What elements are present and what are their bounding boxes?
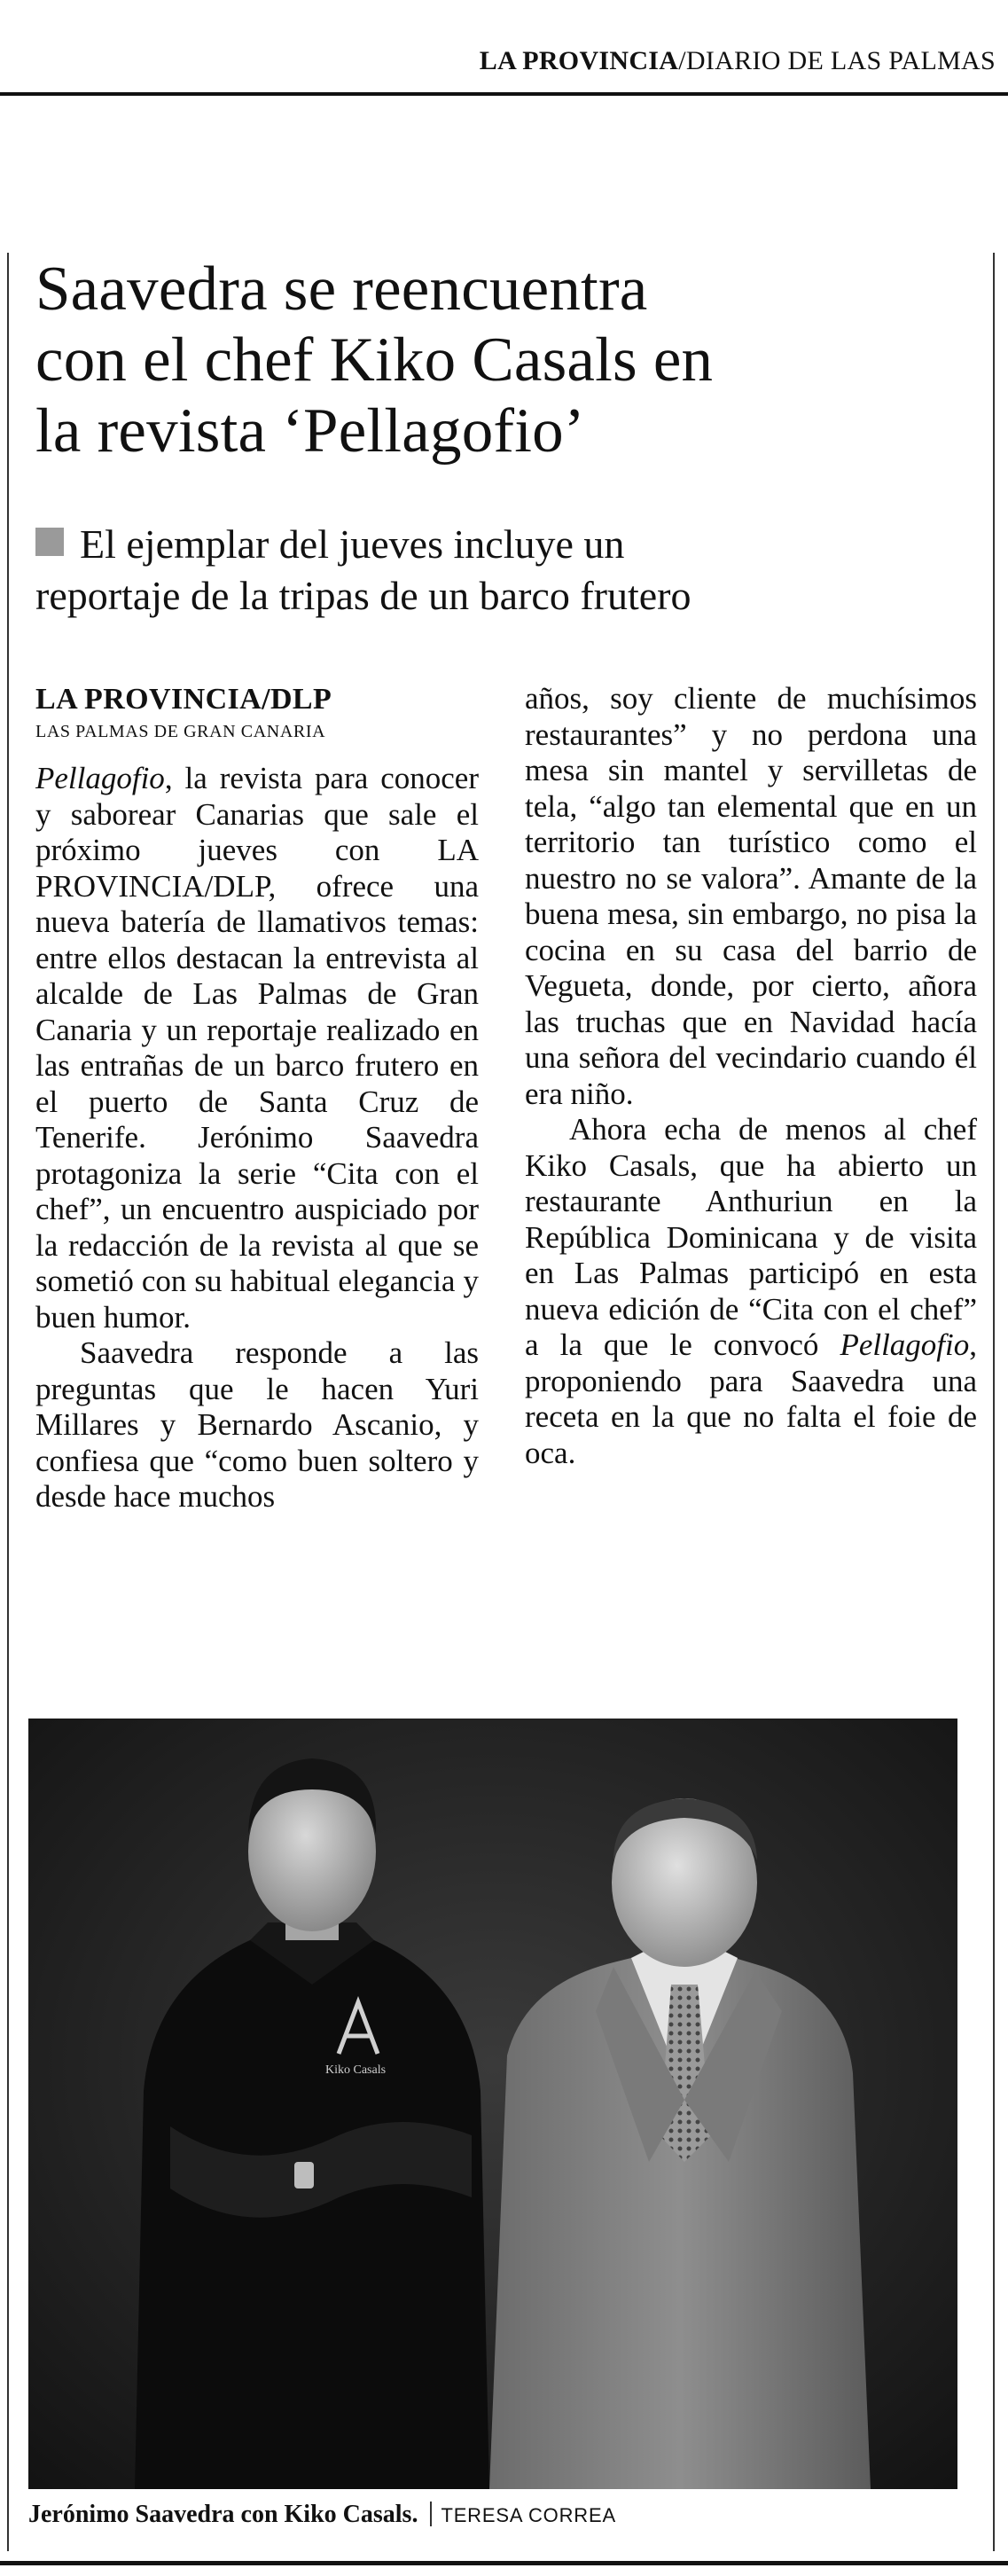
apron-logo-text: Kiko Casals: [325, 2063, 387, 2077]
article-headline: [35, 254, 975, 466]
publication-name: LA PROVINCIA: [479, 46, 679, 75]
col1-paragraph-2: Saavedra responde a las preguntas que le hacen Yuri Millares y Bernardo Ascanio, y confiesa que “como buen soltero y desde hace muchos: [35, 1335, 479, 1514]
publication-edition: /DIARIO DE LAS PALMAS: [678, 46, 996, 75]
article-subheadline: [35, 519, 984, 622]
article-column-1: [35, 761, 479, 1515]
caption-text: Jerónimo Saavedra con Kiko Casals.: [28, 2501, 418, 2528]
col1-paragraph-1-text: , la revista para conocer y saborear Canarias que sale el próximo jueves con LA PROVINCIA/DLP, ofrece una nueva batería de llamativos temas: entre ellos destacan la entrevista al alcalde de Las Palmas de Gran Canaria y un reportaje realizado en las entrañas de un barco frutero en el puerto de Santa Cruz de Tenerife. Jerónimo Saavedra protagoniza la serie “Cita con el chef”, un encuentro auspiciado por la redacción de la revista al que se sometió con su habitual elegancia y buen humor.: [35, 761, 479, 1335]
col2-paragraph-1: años, soy cliente de muchísimos restaurantes” y no perdona una mesa sin mantel y servilletas de tela, “algo tan elemental que en un territorio tan turístico como el nuestro no se valora”. Amante de la buena mesa, sin embargo, no pisa la cocina en su casa del barrio de Vegueta, donde, por cierto, añora las truchas que en Navidad hacía una señora del vecindario cuando él era niño.: [525, 681, 977, 1111]
article-byline: LA PROVINCIA/DLP: [35, 683, 332, 716]
col2-paragraph-2-text-b: , proponiendo para Saavedra una receta en la que no falta el foie de oca.: [525, 1327, 977, 1470]
bullet-square-icon: [35, 528, 64, 556]
caption-separator: [430, 2502, 432, 2526]
headline-line-2: con el chef Kiko Casals en: [35, 325, 714, 395]
headline-line-3: la revista ‘Pellagofio’: [35, 396, 585, 466]
header-rule: [0, 92, 1008, 96]
bottom-rule: [0, 2561, 1008, 2565]
article-photo: [28, 1719, 957, 2489]
magazine-name-2: Pellagofio: [840, 1327, 970, 1362]
col2-paragraph-2: [525, 1112, 977, 1471]
subheadline-line-2: reportaje de la tripas de un barco frutero: [35, 573, 692, 618]
page-header: [0, 0, 1008, 105]
article-dateline: LAS PALMAS DE GRAN CANARIA: [35, 722, 326, 741]
photo-caption: [28, 2501, 616, 2529]
photo-credit: TERESA CORREA: [441, 2504, 616, 2526]
headline-line-1: Saavedra se reencuentra: [35, 254, 648, 324]
magazine-name: Pellagofio: [35, 761, 165, 795]
photo-illustration: [28, 1719, 957, 2489]
col2-paragraph-2-text-a: Ahora echa de menos al chef Kiko Casals, que ha abierto un restaurante Anthuriun en la República Dominicana y de visita en Las Palmas participó en esta nueva edición de “Cita con el chef” a la que le convocó: [525, 1112, 977, 1362]
subheadline-line-1: El ejemplar del jueves incluye un: [80, 521, 625, 567]
col1-paragraph-1: [35, 761, 479, 1335]
article-column-2: [525, 681, 977, 1471]
publication-header: [480, 46, 996, 76]
